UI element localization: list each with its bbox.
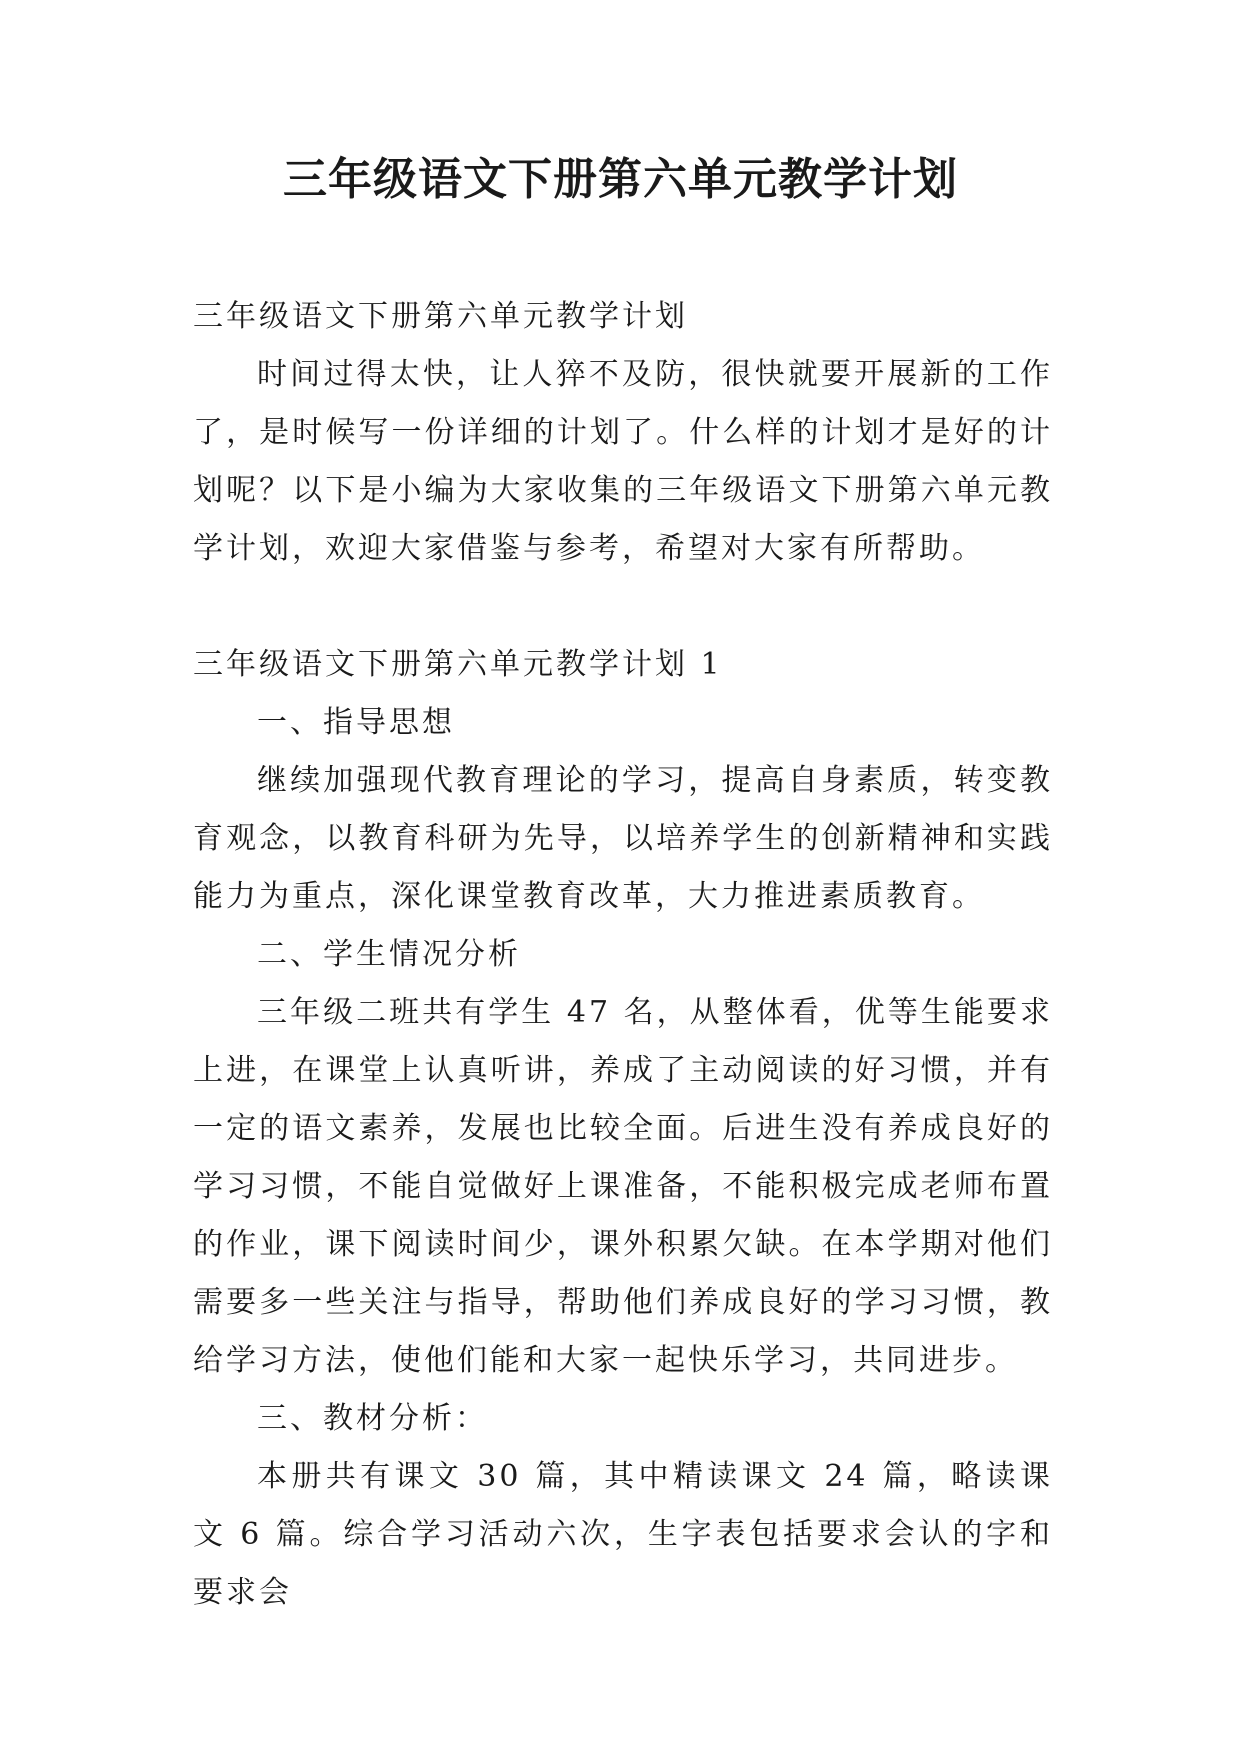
intro-heading: 三年级语文下册第六单元教学计划: [193, 299, 688, 334]
part-3-heading: 三、教材分析：: [257, 1401, 488, 1436]
document-body: [193, 288, 1053, 1622]
part-2-text: 三年级二班共有学生 47 名，从整体看，优等生能要求上进，在课堂上认真听讲，养成了主动阅读的好习惯，并有一定的语文素养，发展也比较全面。后进生没有养成良好的学习习惯，不能自觉做好上课准备，不能积极完成老师布置的作业，课下阅读时间少，课外积累欠缺。在本学期对他们需要多一些关注与指导，帮助他们养成良好的学习习惯，教给学习方法，使他们能和大家一起快乐学习，共同进步。: [193, 995, 1053, 1378]
part-3-text: 本册共有课文 30 篇，其中精读课文 24 篇，略读课文 6 篇。综合学习活动六次，生字表包括要求会认的字和要求会: [193, 1459, 1053, 1610]
paragraph-spacer: [193, 578, 1053, 636]
section-1-heading: 三年级语文下册第六单元教学计划 1: [193, 647, 723, 682]
document-title: 三年级语文下册第六单元教学计划: [283, 154, 958, 205]
part-2-heading: 二、学生情况分析: [257, 937, 521, 972]
intro-paragraph: 时间过得太快，让人猝不及防，很快就要开展新的工作了，是时候写一份详细的计划了。什么样的计划才是好的计划呢？以下是小编为大家收集的三年级语文下册第六单元教学计划，欢迎大家借鉴与参考，希望对大家有所帮助。: [193, 357, 1053, 566]
part-1-text: 继续加强现代教育理论的学习，提高自身素质，转变教育观念，以教育科研为先导，以培养学生的创新精神和实践能力为重点，深化课堂教育改革，大力推进素质教育。: [193, 763, 1053, 914]
part-1-heading: 一、指导思想: [257, 705, 455, 740]
